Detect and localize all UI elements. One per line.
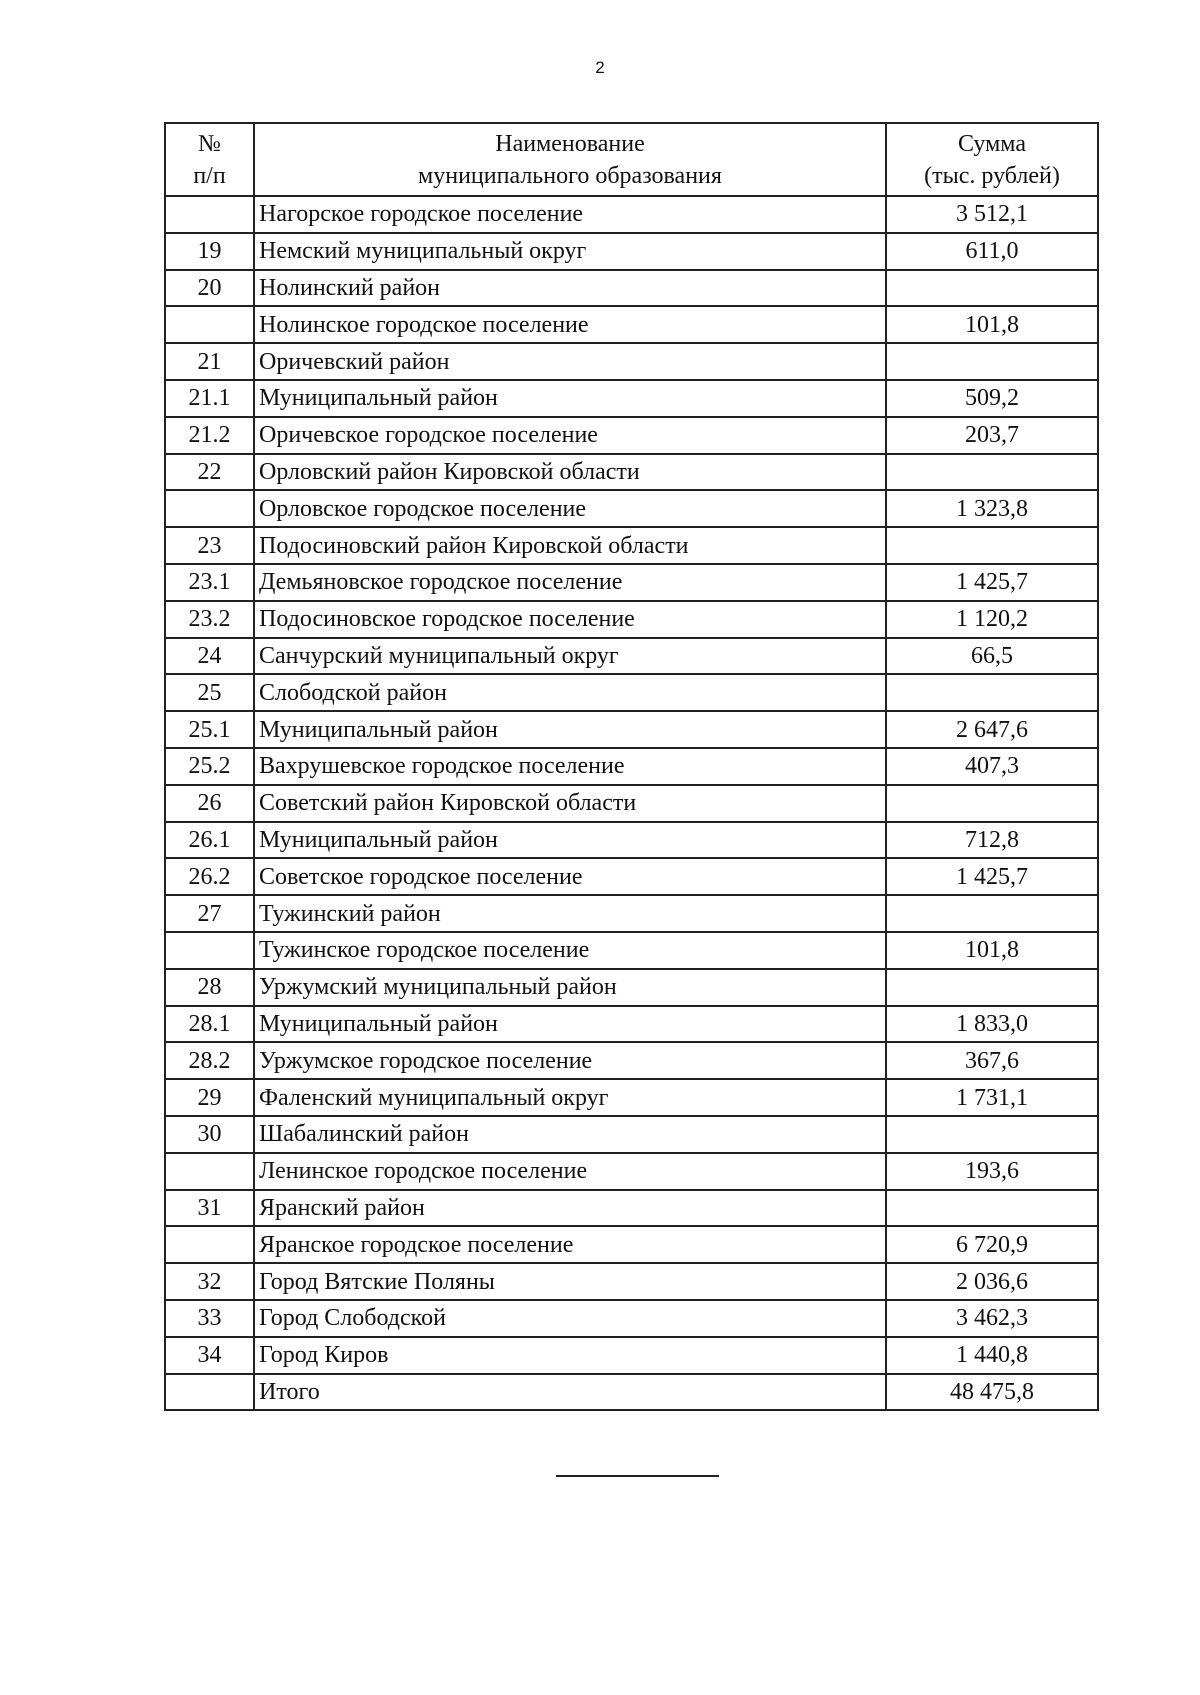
- table-row: [165, 822, 1098, 859]
- table-row: [165, 1153, 1098, 1190]
- table-row: [165, 601, 1098, 638]
- page-number: 2: [595, 58, 605, 77]
- table-row: [165, 1079, 1098, 1116]
- header-number: № п/п: [165, 123, 254, 196]
- row-name: Фаленский муниципальный округ: [254, 1079, 886, 1116]
- row-sum: [886, 1116, 1098, 1153]
- row-sum: 3 512,1: [886, 196, 1098, 233]
- table-row: [165, 490, 1098, 527]
- row-number: 21.2: [165, 417, 254, 454]
- table-row: [165, 343, 1098, 380]
- table-row: [165, 417, 1098, 454]
- table-row: [165, 748, 1098, 785]
- row-name: Орловский район Кировской области: [254, 454, 886, 491]
- row-name: Немский муниципальный округ: [254, 233, 886, 270]
- row-sum: 101,8: [886, 306, 1098, 343]
- row-sum: 712,8: [886, 822, 1098, 859]
- row-sum: [886, 895, 1098, 932]
- row-sum: [886, 527, 1098, 564]
- row-name: Муниципальный район: [254, 380, 886, 417]
- row-number: 25.1: [165, 711, 254, 748]
- row-number: 25: [165, 674, 254, 711]
- table-row: [165, 895, 1098, 932]
- row-number: 25.2: [165, 748, 254, 785]
- header-sum: Сумма (тыс. рублей): [886, 123, 1098, 196]
- row-sum: 6 720,9: [886, 1226, 1098, 1263]
- row-number: [165, 490, 254, 527]
- row-name: Тужинский район: [254, 895, 886, 932]
- row-name: Орловское городское поселение: [254, 490, 886, 527]
- row-name: Город Вятские Поляны: [254, 1263, 886, 1300]
- row-number: 23.2: [165, 601, 254, 638]
- row-number: 27: [165, 895, 254, 932]
- row-number: 23.1: [165, 564, 254, 601]
- row-number: [165, 1153, 254, 1190]
- table-row: [165, 1263, 1098, 1300]
- row-name: Подосиновское городское поселение: [254, 601, 886, 638]
- row-name: Город Слободской: [254, 1300, 886, 1337]
- row-sum: 1 120,2: [886, 601, 1098, 638]
- table-row: [165, 270, 1098, 307]
- row-number: 31: [165, 1190, 254, 1227]
- row-number: [165, 306, 254, 343]
- row-number: 21: [165, 343, 254, 380]
- row-sum: 48 475,8: [886, 1374, 1098, 1411]
- row-number: 24: [165, 638, 254, 675]
- row-name: Нолинский район: [254, 270, 886, 307]
- row-sum: 101,8: [886, 932, 1098, 969]
- table-row: [165, 638, 1098, 675]
- table-row: [165, 564, 1098, 601]
- table-row: [165, 858, 1098, 895]
- row-name: Нолинское городское поселение: [254, 306, 886, 343]
- table-row: [165, 1226, 1098, 1263]
- header-name: Наименование муниципального образования: [254, 123, 886, 196]
- allocation-table: [164, 122, 1099, 1411]
- row-sum: 1 731,1: [886, 1079, 1098, 1116]
- row-name: Тужинское городское поселение: [254, 932, 886, 969]
- row-name: Советский район Кировской области: [254, 785, 886, 822]
- row-number: 23: [165, 527, 254, 564]
- row-sum: 66,5: [886, 638, 1098, 675]
- row-number: 34: [165, 1337, 254, 1374]
- row-sum: 1 833,0: [886, 1006, 1098, 1043]
- table-body: [165, 196, 1098, 1410]
- row-sum: [886, 270, 1098, 307]
- row-sum: 1 323,8: [886, 490, 1098, 527]
- row-name: Ленинское городское поселение: [254, 1153, 886, 1190]
- row-number: 20: [165, 270, 254, 307]
- row-sum: [886, 969, 1098, 1006]
- row-sum: [886, 674, 1098, 711]
- row-number: 19: [165, 233, 254, 270]
- row-sum: 193,6: [886, 1153, 1098, 1190]
- row-name: Шабалинский район: [254, 1116, 886, 1153]
- table-header-row: [165, 123, 1098, 196]
- row-sum: 509,2: [886, 380, 1098, 417]
- row-name: Уржумский муниципальный район: [254, 969, 886, 1006]
- table-row: [165, 932, 1098, 969]
- row-number: 22: [165, 454, 254, 491]
- row-name: Демьяновское городское поселение: [254, 564, 886, 601]
- table-row: [165, 196, 1098, 233]
- row-sum: 1 425,7: [886, 858, 1098, 895]
- table-row: [165, 1190, 1098, 1227]
- table-row: [165, 785, 1098, 822]
- row-sum: 611,0: [886, 233, 1098, 270]
- table-row: [165, 527, 1098, 564]
- table-row: [165, 380, 1098, 417]
- row-name: Муниципальный район: [254, 711, 886, 748]
- row-number: 26: [165, 785, 254, 822]
- table-row: [165, 1116, 1098, 1153]
- table-row: [165, 674, 1098, 711]
- row-name: Слободской район: [254, 674, 886, 711]
- row-name: Советское городское поселение: [254, 858, 886, 895]
- row-name: Нагорское городское поселение: [254, 196, 886, 233]
- row-sum: 1 440,8: [886, 1337, 1098, 1374]
- row-number: [165, 932, 254, 969]
- table-row: [165, 969, 1098, 1006]
- row-number: [165, 1226, 254, 1263]
- row-sum: 407,3: [886, 748, 1098, 785]
- row-number: [165, 1374, 254, 1411]
- row-name: Город Киров: [254, 1337, 886, 1374]
- row-sum: 2 647,6: [886, 711, 1098, 748]
- row-sum: 2 036,6: [886, 1263, 1098, 1300]
- row-name: Яранское городское поселение: [254, 1226, 886, 1263]
- row-sum: 3 462,3: [886, 1300, 1098, 1337]
- row-name: Итого: [254, 1374, 886, 1411]
- row-sum: 1 425,7: [886, 564, 1098, 601]
- table-row: [165, 1300, 1098, 1337]
- row-sum: [886, 343, 1098, 380]
- row-number: 26.1: [165, 822, 254, 859]
- row-sum: 367,6: [886, 1042, 1098, 1079]
- row-number: 28.1: [165, 1006, 254, 1043]
- row-name: Вахрушевское городское поселение: [254, 748, 886, 785]
- row-number: [165, 196, 254, 233]
- row-sum: 203,7: [886, 417, 1098, 454]
- row-number: 21.1: [165, 380, 254, 417]
- row-number: 26.2: [165, 858, 254, 895]
- row-number: 28: [165, 969, 254, 1006]
- row-sum: [886, 454, 1098, 491]
- table-row: [165, 233, 1098, 270]
- end-divider: [556, 1475, 719, 1477]
- row-sum: [886, 1190, 1098, 1227]
- row-number: 33: [165, 1300, 254, 1337]
- table-row: [165, 454, 1098, 491]
- row-name: Муниципальный район: [254, 1006, 886, 1043]
- row-name: Муниципальный район: [254, 822, 886, 859]
- table-row: [165, 711, 1098, 748]
- row-name: Оричевский район: [254, 343, 886, 380]
- table-row: [165, 1374, 1098, 1411]
- row-name: Санчурский муниципальный округ: [254, 638, 886, 675]
- row-name: Оричевское городское поселение: [254, 417, 886, 454]
- table-row: [165, 1337, 1098, 1374]
- row-number: 28.2: [165, 1042, 254, 1079]
- row-number: 29: [165, 1079, 254, 1116]
- table-row: [165, 1006, 1098, 1043]
- table-row: [165, 1042, 1098, 1079]
- row-number: 30: [165, 1116, 254, 1153]
- row-name: Яранский район: [254, 1190, 886, 1227]
- row-sum: [886, 785, 1098, 822]
- row-number: 32: [165, 1263, 254, 1300]
- row-name: Уржумское городское поселение: [254, 1042, 886, 1079]
- table-row: [165, 306, 1098, 343]
- row-name: Подосиновский район Кировской области: [254, 527, 886, 564]
